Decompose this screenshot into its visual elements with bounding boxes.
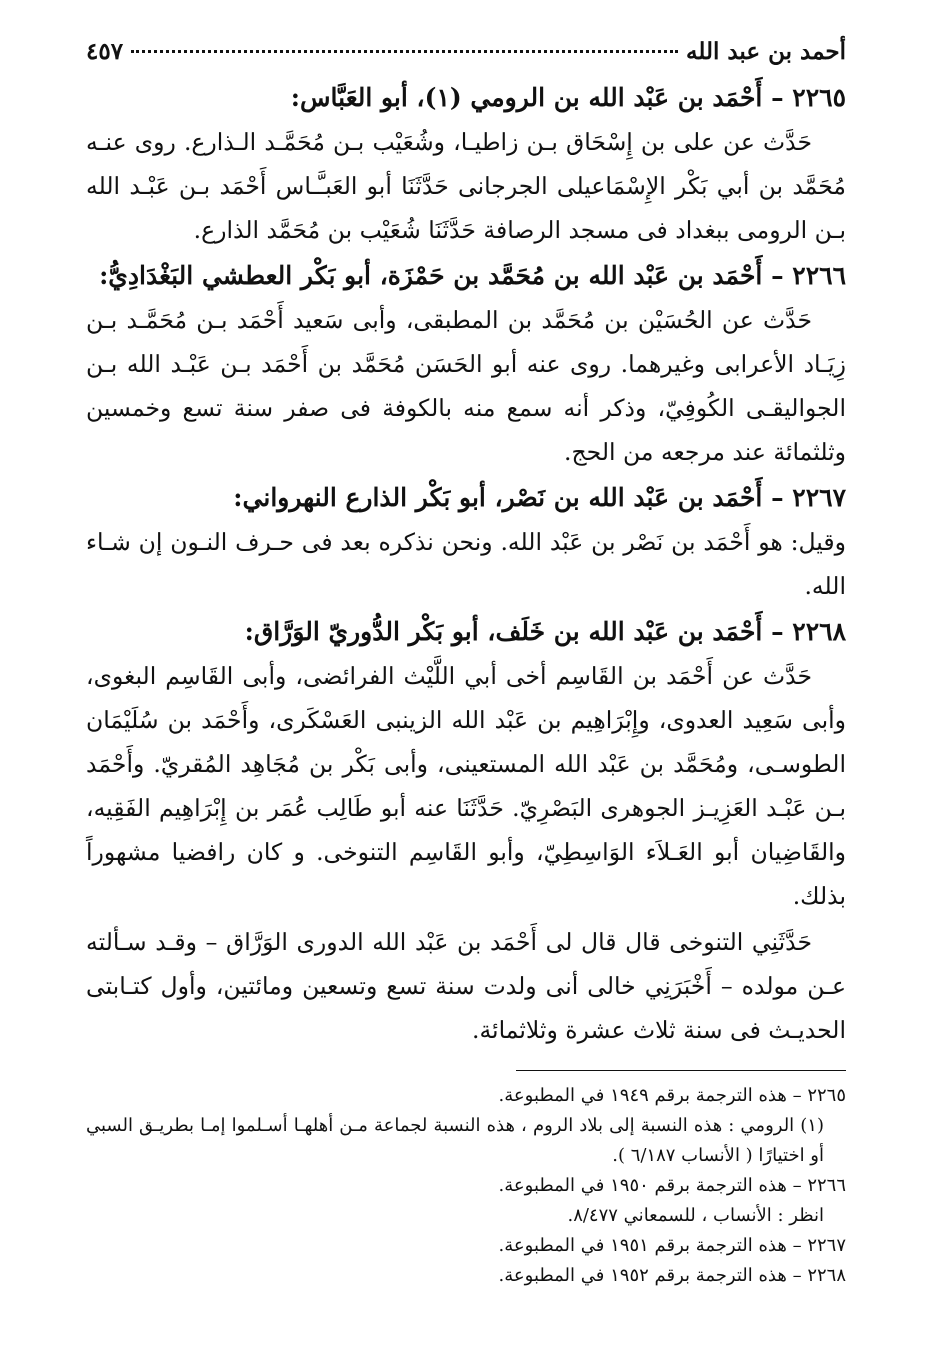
entry-paragraph: وقيل: هو أَحْمَد بن نَصْر بن عَبْد الله. ونحن نذكره بعد فى حـرف النـون إن شـاء الله. xyxy=(86,528,846,600)
page-number: ٤٥٧ xyxy=(86,38,124,65)
entry-paragraph: حَدَّث عن أَحْمَد بن القَاسِم أخى أبي اللَّيْث الفرائضى، وأبى القَاسِم البغوى، وأبى سَعِيد العدوى، وإِبْرَاهِيم بن عَبْد الله الزينبى العَسْكَرى، وأَحْمَد بن سُلَيْمَان الطوسـى، ومُحَمَّد بن عَبْد الله المستعينى، وأبى بَكْر بن مُجَاهِد المُقريّ. وأَحْمَد بـن عَبْـد العَزِيـز الجوهرى البَصْرِيّ. حَدَّثَنَا عنه أبو طَالِب عُمَر بن إِبْرَاهِيم الفَقِيه، والقَاضِيان أبو العَـلاَء الوَاسِطِيّ، وأبو القَاسِم التنوخى. و كان رافضيا مشهوراً بذلك. xyxy=(86,662,846,910)
footnote-separator xyxy=(516,1070,846,1071)
footnote-line: ٢٢٦٨ – هذه الترجمة برقم ١٩٥٢ في المطبوعة. xyxy=(498,1265,846,1286)
footnote-line: (١) الرومي : هذه النسبة إلى بلاد الروم ، هذه النسبة لجماعة مـن أهلهـا أسـلموا إمـا بطريـق السبي أو اختيارًا ( الأنساب ٦/١٨٧ ). xyxy=(86,1115,824,1166)
footnote-line: ٢٢٦٦ – هذه الترجمة برقم ١٩٥٠ في المطبوعة. xyxy=(498,1175,846,1196)
entry-2267 xyxy=(86,476,846,608)
entry-paragraph: حَدَّثَنِي التنوخى قال قال لى أَحْمَد بن عَبْد الله الدورى الوَرَّاق – وقـد سـألته عـن مولده – أَخْبَرَنِي خالى أنى ولدت سنة تسع وتسعين ومائتين، وأول كتـابتى الحديـث فى سنة ثلاث عشرة وثلاثمائة. xyxy=(86,928,846,1044)
footnote-line: ٢٢٦٧ – هذه الترجمة برقم ١٩٥١ في المطبوعة. xyxy=(498,1235,846,1256)
footnotes xyxy=(86,1081,846,1291)
entry-heading: ٢٢٦٥ – أَحْمَد بن عَبْد الله بن الرومي (١)، أبو العَبَّاس: xyxy=(290,83,846,112)
entry-paragraph: حَدَّث عن على بن إِسْحَاق بـن زاطيـا، وشُعَيْب بـن مُحَمَّـد الـذارع. روى عنـه مُحَمَّد بن أبي بَكْر الإِسْمَاعيلى الجرجانى حَدَّثَنَا أبو العَبـَّـاس أَحْمَد بـن عَبْـد الله بـن الرومى ببغداد فى مسجد الرصافة حَدَّثَنَا شُعَيْب بن مُحَمَّد الذارع. xyxy=(86,128,846,244)
entry-heading: ٢٢٦٦ – أَحْمَد بن عَبْد الله بن مُحَمَّد بن حَمْزَة، أبو بَكْر العطشي البَغْدَادِيُّ: xyxy=(99,261,846,290)
entry-heading: ٢٢٦٧ – أَحْمَد بن عَبْد الله بن نَصْر، أبو بَكْر الذارع النهرواني: xyxy=(233,483,846,512)
entry-paragraph: حَدَّث عن الحُسَيْن بن مُحَمَّد بن المطبقى، وأبى سَعيد أَحْمَد بـن مُحَمَّـد بـن زِيَـاد الأعرابى وغيرهما. روى عنه أبو الحَسَن مُحَمَّد بن أَحْمَد بـن عَبْـد الله بـن الجواليقـى الكُوفِيّ، وذكر أنه سمع منه بالكوفة فى صفر سنة تسع وخمسين وثلثمائة عند مرجعه من الحج. xyxy=(86,306,846,466)
footnote-line: انظر : الأنساب ، للسمعاني ٨/٤٧٧. xyxy=(567,1205,824,1226)
entry-2265 xyxy=(86,76,846,252)
entry-2266 xyxy=(86,254,846,474)
footnote-line: ٢٢٦٥ – هذه الترجمة برقم ١٩٤٩ في المطبوعة. xyxy=(498,1085,846,1106)
entry-heading: ٢٢٦٨ – أَحْمَد بن عَبْد الله بن خَلَف، أبو بَكْر الدُّوريّ الوَرَّاق: xyxy=(244,617,846,646)
entry-2268 xyxy=(86,610,846,1052)
running-header xyxy=(86,34,846,70)
header-dot-leader xyxy=(131,50,678,53)
running-title: أحمد بن عبد الله xyxy=(686,38,846,65)
